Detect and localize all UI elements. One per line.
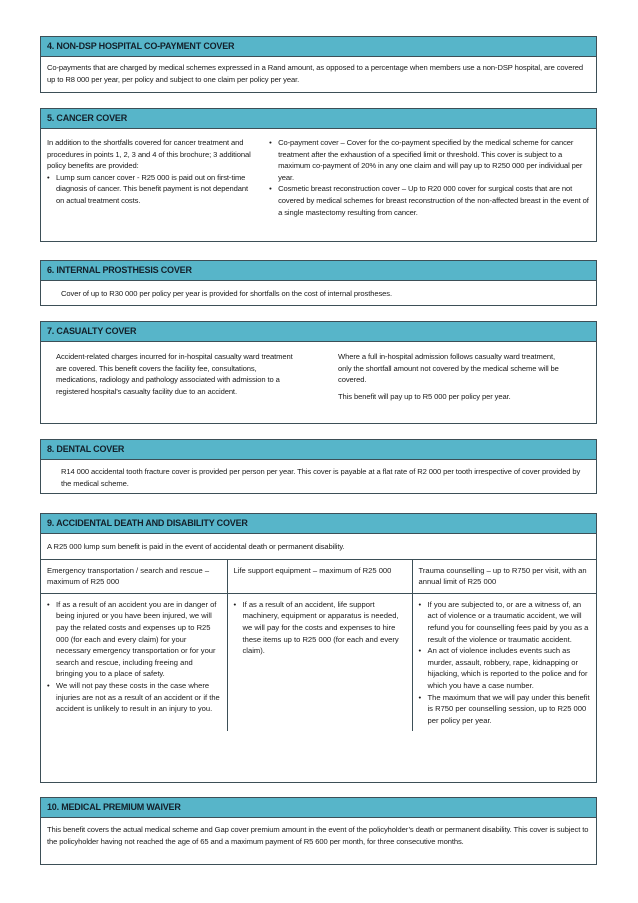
section-medical-premium-waiver — [40, 797, 597, 865]
list-item: • Co-payment cover – Cover for the co-payment specified by the medical scheme for cancer treatment after the exhaustion of a specified limit or threshold. This cover is subject to a maximum co-payment of 20% in any one claim and will pay up to R250 000 per individual per year. — [269, 137, 590, 183]
list-item: • Cosmetic breast reconstruction cover – Up to R20 000 cover for surgical costs that are not covered by medical schemes for breast reconstruction of the non-affected breast in the event of a single mastectomy resulting from cancer. — [269, 183, 590, 218]
list-item: • An act of violence includes events such as murder, assault, robbery, rape, kidnapping or hijacking, which is reported to the police and for which you have a case number. — [419, 645, 591, 691]
table-row — [41, 559, 596, 593]
section-intro: A R25 000 lump sum benefit is paid in the event of accidental death or permanent disability. — [47, 542, 345, 551]
section-title: 10. MEDICAL PREMIUM WAIVER — [41, 798, 596, 818]
section-internal-prosthesis — [40, 260, 597, 306]
casualty-limit-text: This benefit will pay up to R5 000 per policy per year. — [338, 391, 511, 401]
table-row — [41, 593, 596, 731]
section-title: 9. ACCIDENTAL DEATH AND DISABILITY COVER — [41, 514, 596, 534]
cancer-intro: In addition to the shortfalls covered for cancer treatment and procedures in points 1, 2, 3 and 4 of this brochure; 3 additional policy benefits are provided: — [47, 138, 251, 171]
section-title: 6. INTERNAL PROSTHESIS COVER — [41, 261, 596, 281]
section-dental-cover — [40, 439, 597, 494]
section-casualty-cover — [40, 321, 597, 424]
section-accidental-death-disability — [40, 513, 597, 783]
table-header-cell: Life support equipment – maximum of R25 000 — [227, 559, 412, 593]
list-item: • If you are subjected to, or are a witness of, an act of violence or a traumatic accident, we will refund you for counselling fees paid by you as a result of the violence or traumatic accident. — [419, 599, 591, 645]
section-text: Co-payments that are charged by medical schemes expressed in a Rand amount, as opposed to a percentage when members use a non-DSP hospital, are covered up to R8 000 per year, per policy and subject to one claim per policy per year. — [47, 63, 584, 84]
list-item: • Lump sum cancer cover - R25 000 is paid out on first-time diagnosis of cancer. This benefit payment is not dependant on actual treatment costs. — [47, 172, 255, 207]
list-item: • The maximum that we will pay under this benefit is R750 per counselling session, up to R25 000 per policy per year. — [419, 692, 591, 727]
section-text: This benefit covers the actual medical scheme and Gap cover premium amount in the event of the policyholder’s death or permanent disability. This cover is subject to the policyholder having not reached the age of 65 and a maximum payment of R5 600 per month, for three consecutive months. — [47, 825, 589, 846]
section-title: 8. DENTAL COVER — [41, 440, 596, 460]
table-header-cell: Emergency transportation / search and rescue – maximum of R25 000 — [41, 559, 227, 593]
section-text: Cover of up to R30 000 per policy per year is provided for shortfalls on the cost of internal prostheses. — [61, 289, 392, 298]
section-title: 7. CASUALTY COVER — [41, 322, 596, 342]
section-cancer-cover — [40, 108, 597, 242]
casualty-right-text: Where a full in-hospital admission follows casualty ward treatment, only the shortfall amount not covered by the medical scheme will be covered. — [338, 352, 559, 385]
section-text: R14 000 accidental tooth fracture cover is provided per person per year. This cover is payable at a flat rate of R2 000 per tooth irrespective of cover provided by the medical scheme. — [61, 467, 581, 488]
section-non-dsp-copayment — [40, 36, 597, 93]
casualty-left-text: Accident-related charges incurred for in-hospital casualty ward treatment are covered. This benefit covers the facility fee, consultations, medications, radiology and pathology associated with admission to a registered hospital’s casualty facility due to an accident. — [56, 352, 293, 396]
table-header-cell: Trauma counselling – up to R750 per visit, with an annual limit of R25 000 — [412, 559, 596, 593]
list-item: • We will not pay these costs in the case where injuries are not as a result of an accident or if the accident is unlikely to result in an injury to you. — [47, 680, 221, 715]
list-item: • If as a result of an accident, life support machinery, equipment or apparatus is needed, we will pay for the costs and expenses to hire these items up to R25 000 (for each and every claim). — [234, 599, 406, 657]
section-title: 4. NON-DSP HOSPITAL CO-PAYMENT COVER — [41, 37, 596, 57]
list-item: • If as a result of an accident you are in danger of being injured or you have been injured, we will pay the related costs and expenses up to R25 000 (for each and every claim) for your necessary emergency transportation or for your search and rescue, including freeing and bringing you to a place of safety. — [47, 599, 221, 680]
section-title: 5. CANCER COVER — [41, 109, 596, 129]
table-cell — [41, 593, 227, 731]
table-cell — [227, 593, 412, 731]
benefits-table — [41, 559, 596, 732]
table-cell — [412, 593, 596, 731]
